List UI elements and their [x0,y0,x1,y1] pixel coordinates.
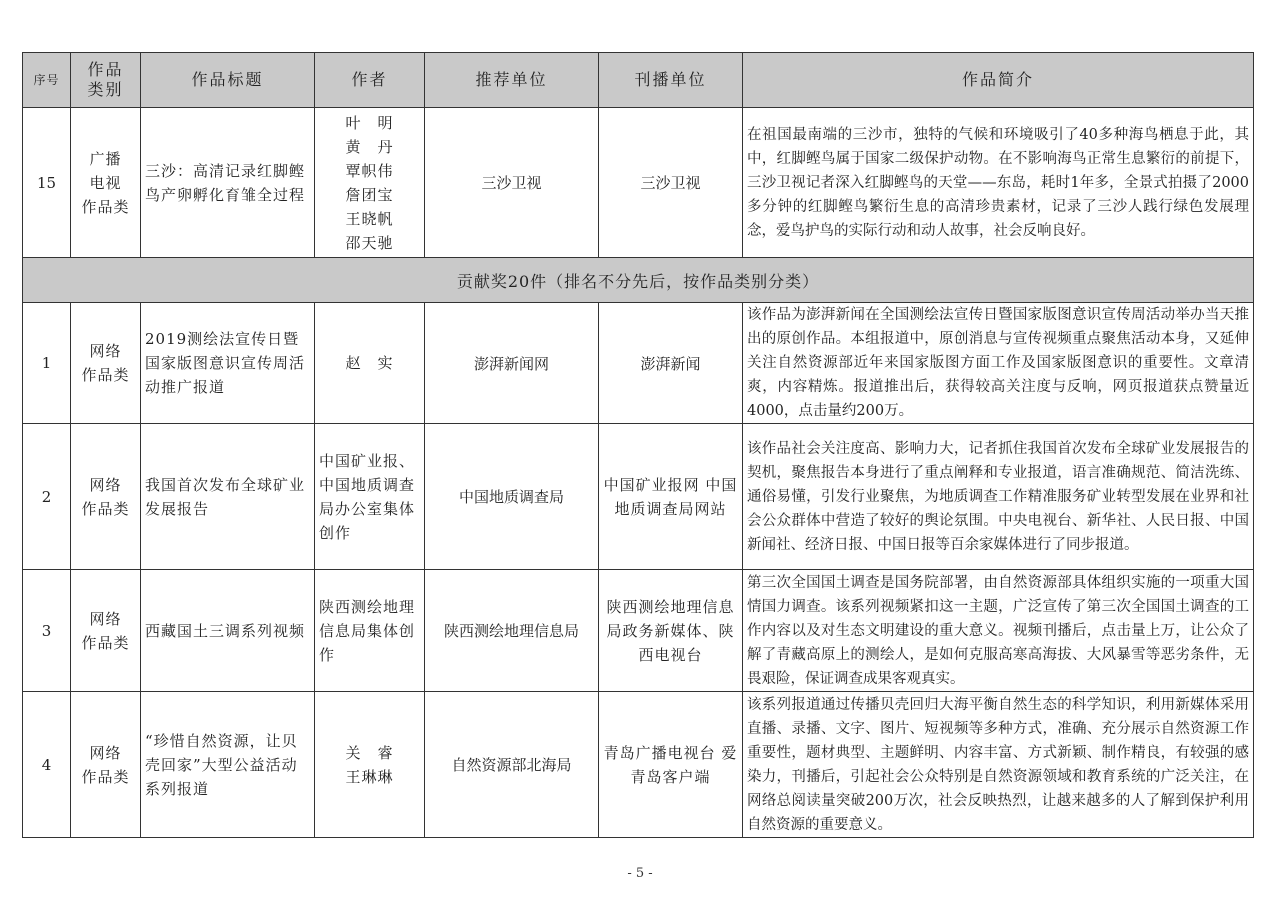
header-author: 作者 [315,53,425,108]
row-index: 2 [23,424,71,570]
author-name: 王琳琳 [345,767,394,786]
row-category [71,424,141,570]
row-summary: 该系列报道通过传播贝壳回归大海平衡自然生态的科学知识，利用新媒体采用直播、录播、文字、图片、短视频等多种方式，准确、充分展示自然资源工作重要性，题材典型、主题鲜明、内容丰富、方式新颖、制作精良，有较强的感染力，刊播后，引起社会公众特别是自然资源领域和教育系统的广泛关注，在网络总阅读量突破200万次，社会反映热烈，让越来越多的人了解到保护利用自然资源的重要意义。 [743,692,1254,838]
header-category [71,53,141,108]
header-recommender: 推荐单位 [425,53,599,108]
section-row [23,258,1254,303]
header-summary: 作品简介 [743,53,1254,108]
row-title: 三沙：高清记录红脚鲣鸟产卵孵化育雏全过程 [141,108,315,258]
row-title: “珍惜自然资源，让贝壳回家”大型公益活动系列报道 [141,692,315,838]
row-recommender: 澎湃新闻网 [425,303,599,424]
category-line: 电视 [89,173,122,192]
row-summary: 在祖国最南端的三沙市，独特的气候和环境吸引了40多种海鸟栖息于此，其中，红脚鲣鸟属于国家二级保护动物。在不影响海鸟正常生息繁衍的前提下，三沙卫视记者深入红脚鲣鸟的天堂——东岛，耗时1年多，全景式拍摄了2000多分钟的红脚鲣鸟繁衍生息的高清珍贵素材，记录了三沙人践行绿色发展理念，爱鸟护鸟的实际行动和动人故事，社会反响良好。 [743,108,1254,258]
section-label: 贡献奖20件（排名不分先后，按作品类别分类） [23,258,1254,303]
row-recommender: 中国地质调查局 [425,424,599,570]
category-line: 网络 [89,609,122,628]
category-line: 网络 [89,743,122,762]
header-publisher: 刊播单位 [599,53,743,108]
table-row [23,424,1254,570]
row-recommender: 三沙卫视 [425,108,599,258]
row-publisher: 三沙卫视 [599,108,743,258]
table-header-row [23,53,1254,108]
row-title: 我国首次发布全球矿业发展报告 [141,424,315,570]
row-category [71,570,141,692]
row-summary: 该作品为澎湃新闻在全国测绘法宣传日暨国家版图意识宣传周活动举办当天推出的原创作品。本组报道中，原创消息与宣传视频重点聚焦活动本身，又延伸关注自然资源部近年来国家版图方面工作及国家版图意识的重要性。文章清爽，内容精炼。报道推出后，获得较高关注度与反响，网页报道获点赞量近4000，点击量约200万。 [743,303,1254,424]
row-publisher: 青岛广播电视台 爱青岛客户端 [599,692,743,838]
category-line: 网络 [89,475,122,494]
row-title: 西藏国土三调系列视频 [141,570,315,692]
category-line: 作品类 [81,499,130,518]
category-line: 网络 [89,342,122,360]
row-summary: 第三次全国国土调查是国务院部署，由自然资源部具体组织实施的一项重大国情国力调查。该系列视频紧扣这一主题，广泛宣传了第三次全国国土调查的工作内容以及对生态文明建设的重大意义。视频刊播后，点击量上万，让公众了解了青藏高原上的测绘人，是如何克服高寒高海拔、大风暴雪等恶劣条件，无畏艰险，保证调查成果客观真实。 [743,570,1254,692]
row-category [71,303,141,424]
row-index: 3 [23,570,71,692]
author-name: 关 睿 [345,743,394,762]
table-row [23,303,1254,424]
header-index: 序号 [23,53,71,108]
category-line: 广播 [89,149,122,168]
row-author [315,692,425,838]
row-author [315,108,425,258]
row-publisher: 中国矿业报网 中国地质调查局网站 [599,424,743,570]
author-name: 黄 丹 [345,137,394,156]
row-category [71,108,141,258]
table-row [23,692,1254,838]
row-category [71,692,141,838]
row-author: 陕西测绘地理信息局集体创作 [315,570,425,692]
author-name: 王晓帆 [345,209,394,228]
table-row [23,570,1254,692]
header-title: 作品标题 [141,53,315,108]
author-name: 詹团宝 [345,185,394,204]
row-recommender: 自然资源部北海局 [425,692,599,838]
table-row [23,108,1254,258]
category-line: 作品类 [81,633,130,652]
header-category-line: 作品 [87,60,124,79]
author-name: 邵天驰 [345,233,394,252]
row-index: 1 [23,303,71,424]
row-publisher: 陕西测绘地理信息局政务新媒体、陕西电视台 [599,570,743,692]
category-line: 作品类 [81,197,130,216]
page-number: - 5 - [627,866,653,881]
author-name: 叶 明 [345,113,394,132]
row-title: 2019测绘法宣传日暨国家版图意识宣传周活动推广报道 [141,303,315,424]
row-recommender: 陕西测绘地理信息局 [425,570,599,692]
awards-table [22,52,1254,838]
row-author: 赵 实 [315,303,425,424]
row-author: 中国矿业报、中国地质调查局办公室集体创作 [315,424,425,570]
row-publisher: 澎湃新闻 [599,303,743,424]
row-index: 4 [23,692,71,838]
row-index: 15 [23,108,71,258]
category-line: 作品类 [81,767,130,786]
author-name: 覃帜伟 [345,161,394,180]
header-category-line: 类别 [87,80,124,99]
row-summary: 该作品社会关注度高、影响力大，记者抓住我国首次发布全球矿业发展报告的契机，聚焦报告本身进行了重点阐释和专业报道，语言准确规范、简洁洗练、通俗易懂，引发行业聚焦，为地质调查工作精准服务矿业转型发展在业界和社会公众群体中营造了较好的舆论氛围。中央电视台、新华社、人民日报、中国新闻社、经济日报、中国日报等百余家媒体进行了同步报道。 [743,424,1254,570]
category-line: 作品类 [81,366,130,384]
